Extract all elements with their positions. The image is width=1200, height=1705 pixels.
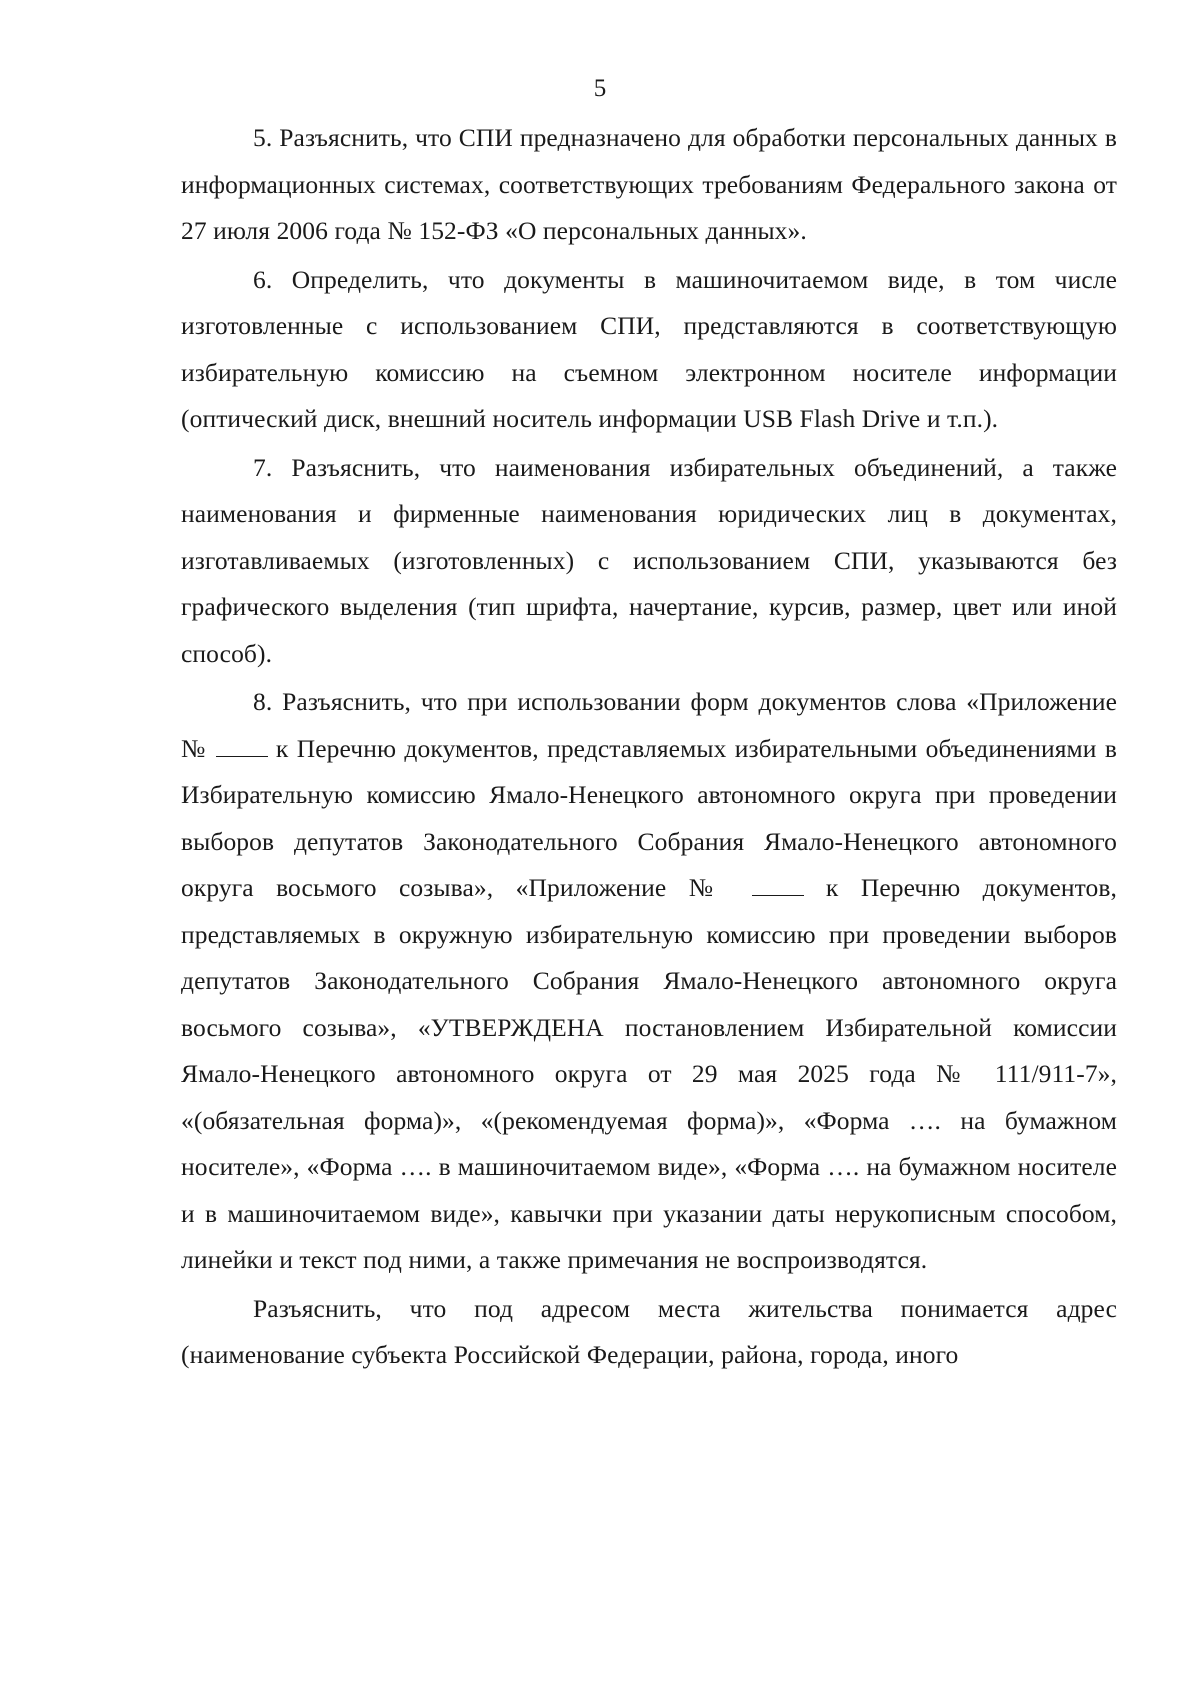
paragraph-5: 5. Разъяснить, что СПИ предназначено для обработки персональных данных в информационных системах, соответствующих требованиям Федерального закона от 27 июля 2006 года № 152-ФЗ «О персональных данных». bbox=[181, 123, 1117, 245]
paragraph-8-part-3: к Перечню документов, представляемых в окружную избирательную комиссию при проведении выборов депутатов Законодательного Собрания Ямало-Ненецкого автономного округа восьмого созыва», «УТВЕРЖДЕНА постановлением Избирательной комиссии Ямало-Ненецкого автономного округа от 29 мая 2025 года № 111/911-7», «(обязательная форма)», «(рекомендуемая форма)», «Форма …. на бумажном носителе», «Форма …. в машиночитаемом виде», «Форма …. на бумажном носителе и в машиночитаемом виде», кавычки при указании даты нерукописным способом, линейки и текст под ними, а также примечания не воспроизводятся. bbox=[181, 873, 1117, 1274]
paragraph-7: 7. Разъяснить, что наименования избирательных объединений, а также наименования и фирменные наименования юридических лиц в документах, изготавливаемых (изготовленных) с использованием СПИ, указываются без графического выделения (тип шрифта, начертание, курсив, размер, цвет или иной способ). bbox=[181, 452, 1117, 668]
paragraph-8-part-2: к Перечню документов, представляемых избирательными объединениями в Избирательную комиссию Ямало-Ненецкого автономного округа при проведении выборов депутатов Законодательного Собрания Ямало-Ненецкого автономного округа восьмого созыва», «Приложение № bbox=[181, 733, 1117, 902]
blank-line-2 bbox=[752, 877, 804, 896]
paragraph-8-part-1: 8. Разъяснить, что при использовании форм документов слова «Приложение № bbox=[181, 687, 1117, 763]
page-number: 5 bbox=[593, 75, 607, 102]
paragraph-6: 6. Определить, что документы в машиночитаемом виде, в том числе изготовленные с использованием СПИ, представляются в соответствующую избирательную комиссию на съемном электронном носителе информации (оптический диск, внешний носитель информации USB Flash Drive и т.п.). bbox=[181, 264, 1117, 433]
paragraph-address: Разъяснить, что под адресом места жительства понимается адрес (наименование субъекта Российской Федерации, района, города, иного bbox=[181, 1293, 1117, 1369]
blank-line-1 bbox=[216, 738, 268, 757]
document-body bbox=[181, 115, 1117, 1381]
paragraph-8 bbox=[181, 679, 1117, 1284]
